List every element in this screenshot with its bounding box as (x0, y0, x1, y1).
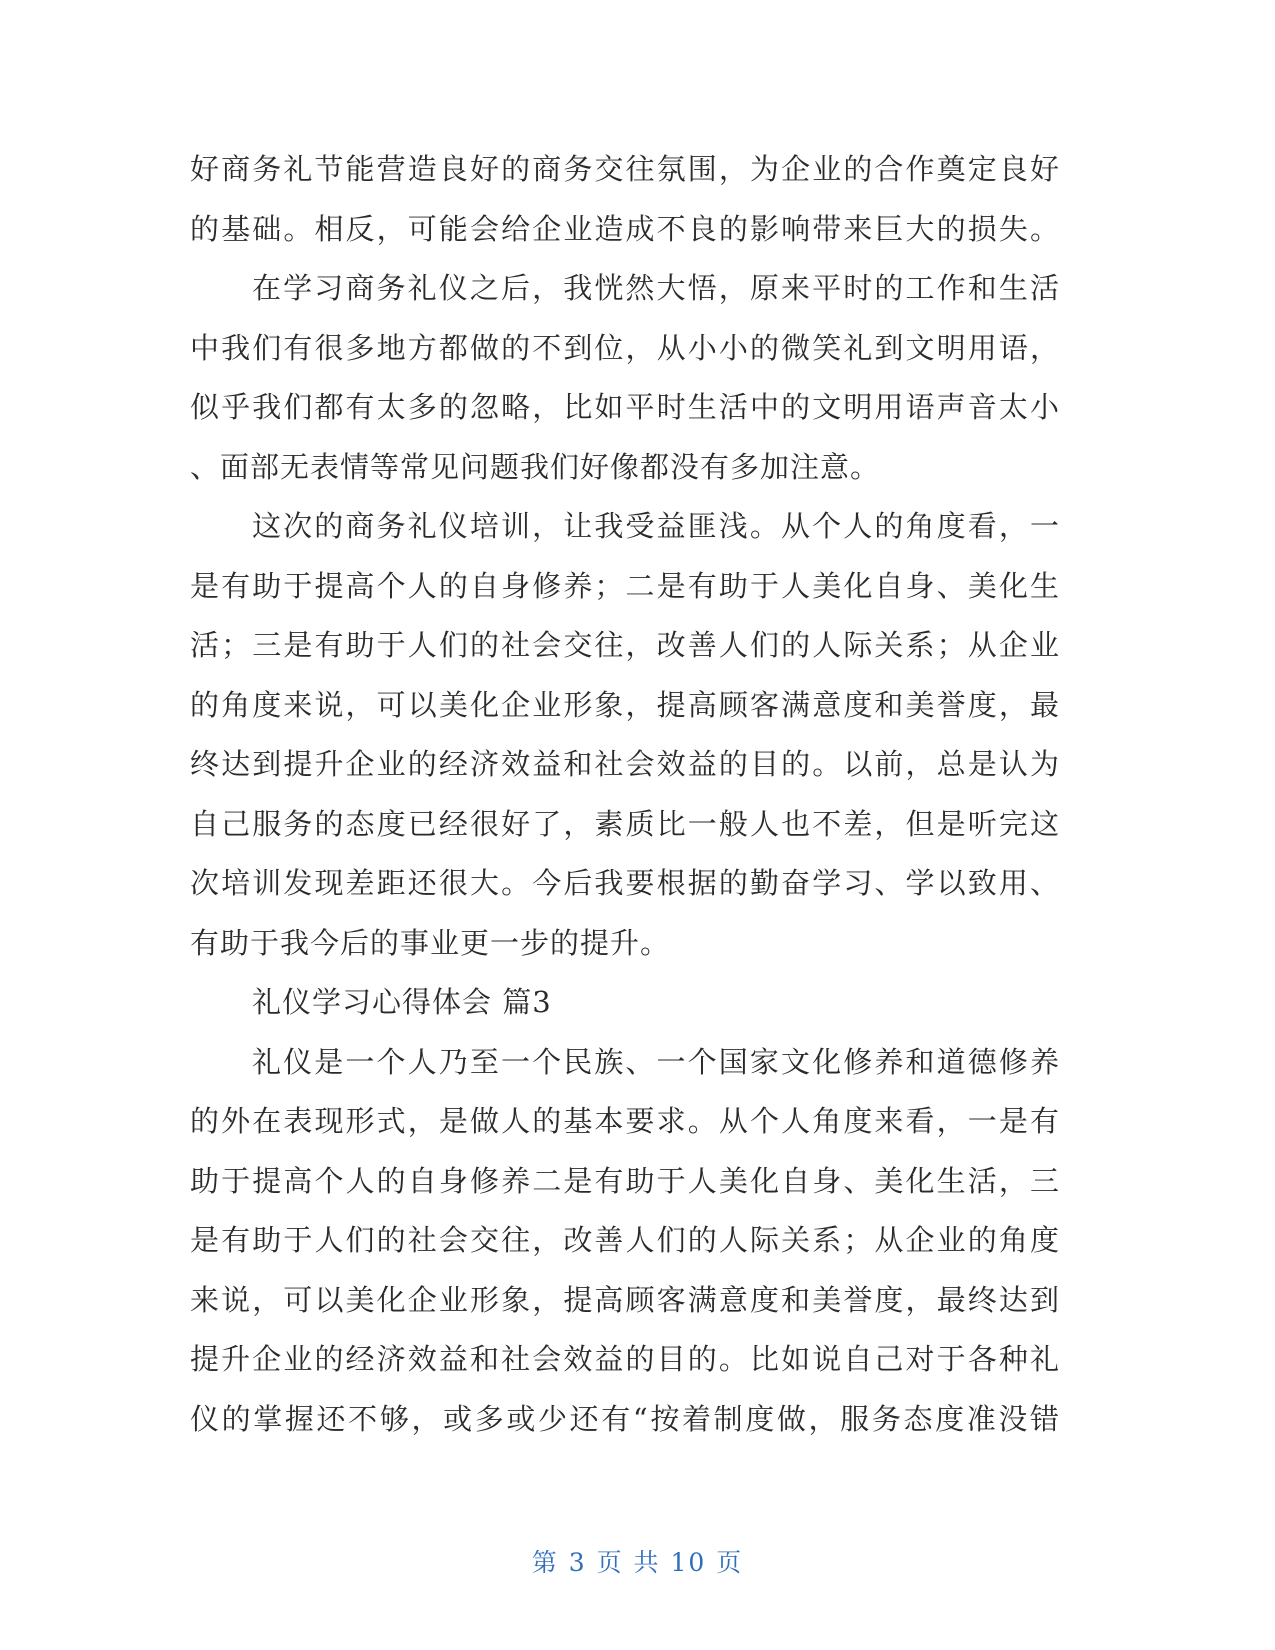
text-line: 的基础。相反，可能会给企业造成不良的影响带来巨大的损失。 (190, 211, 1060, 246)
text-line: 是有助于人们的社会交往，改善人们的人际关系；从企业的角度 (190, 1223, 1060, 1257)
paragraph-start-line: 礼仪是一个人乃至一个民族、一个国家文化修养和道德修养 (252, 1044, 1060, 1079)
page-number-footer: 第 3 页 共 10 页 (531, 1548, 744, 1577)
text-line: 的角度来说，可以美化企业形象，提高顾客满意度和美誉度，最 (190, 687, 1060, 722)
paragraph-start-line: 这次的商务礼仪培训，让我受益匪浅。从个人的角度看，一 (252, 509, 1060, 543)
text-line: 的外在表现形式，是做人的基本要求。从个人角度来看，一是有 (190, 1104, 1060, 1138)
text-line: 似乎我们都有太多的忽略，比如平时生活中的文明用语声音太小 (190, 390, 1060, 424)
text-line: 来说，可以美化企业形象，提高顾客满意度和美誉度，最终达到 (190, 1282, 1060, 1317)
text-line: 终达到提升企业的经济效益和社会效益的目的。以前，总是认为 (190, 747, 1060, 781)
text-line: 提升企业的经济效益和社会效益的目的。比如说自己对于各种礼 (190, 1342, 1060, 1376)
text-line: 活；三是有助于人们的社会交往，改善人们的人际关系；从企业 (190, 628, 1060, 662)
text-line: 好商务礼节能营造良好的商务交往氛围，为企业的合作奠定良好 (190, 152, 1060, 186)
document-body (190, 140, 1060, 1449)
text-line: 次培训发现差距还很大。今后我要根据的勤奋学习、学以致用、 (190, 866, 1060, 900)
text-line: 有助于我今后的事业更一步的提升。 (190, 925, 671, 960)
text-line: 仪的掌握还不够，或多或少还有“按着制度做，服务态度准没错 (190, 1401, 1060, 1436)
text-line: 自己服务的态度已经很好了，素质比一般人也不差，但是听完这 (190, 806, 1060, 841)
section-heading: 礼仪学习心得体会 篇3 (252, 985, 552, 1019)
text-line: 是有助于提高个人的自身修养；二是有助于人美化自身、美化生 (190, 568, 1060, 603)
text-line: 、面部无表情等常见问题我们好像都没有多加注意。 (190, 449, 881, 484)
paragraph-start-line: 在学习商务礼仪之后，我恍然大悟，原来平时的工作和生活 (252, 271, 1060, 305)
text-line: 中我们有很多地方都做的不到位，从小小的微笑礼到文明用语， (190, 330, 1060, 365)
text-line: 助于提高个人的自身修养二是有助于人美化自身、美化生活，三 (190, 1163, 1060, 1198)
